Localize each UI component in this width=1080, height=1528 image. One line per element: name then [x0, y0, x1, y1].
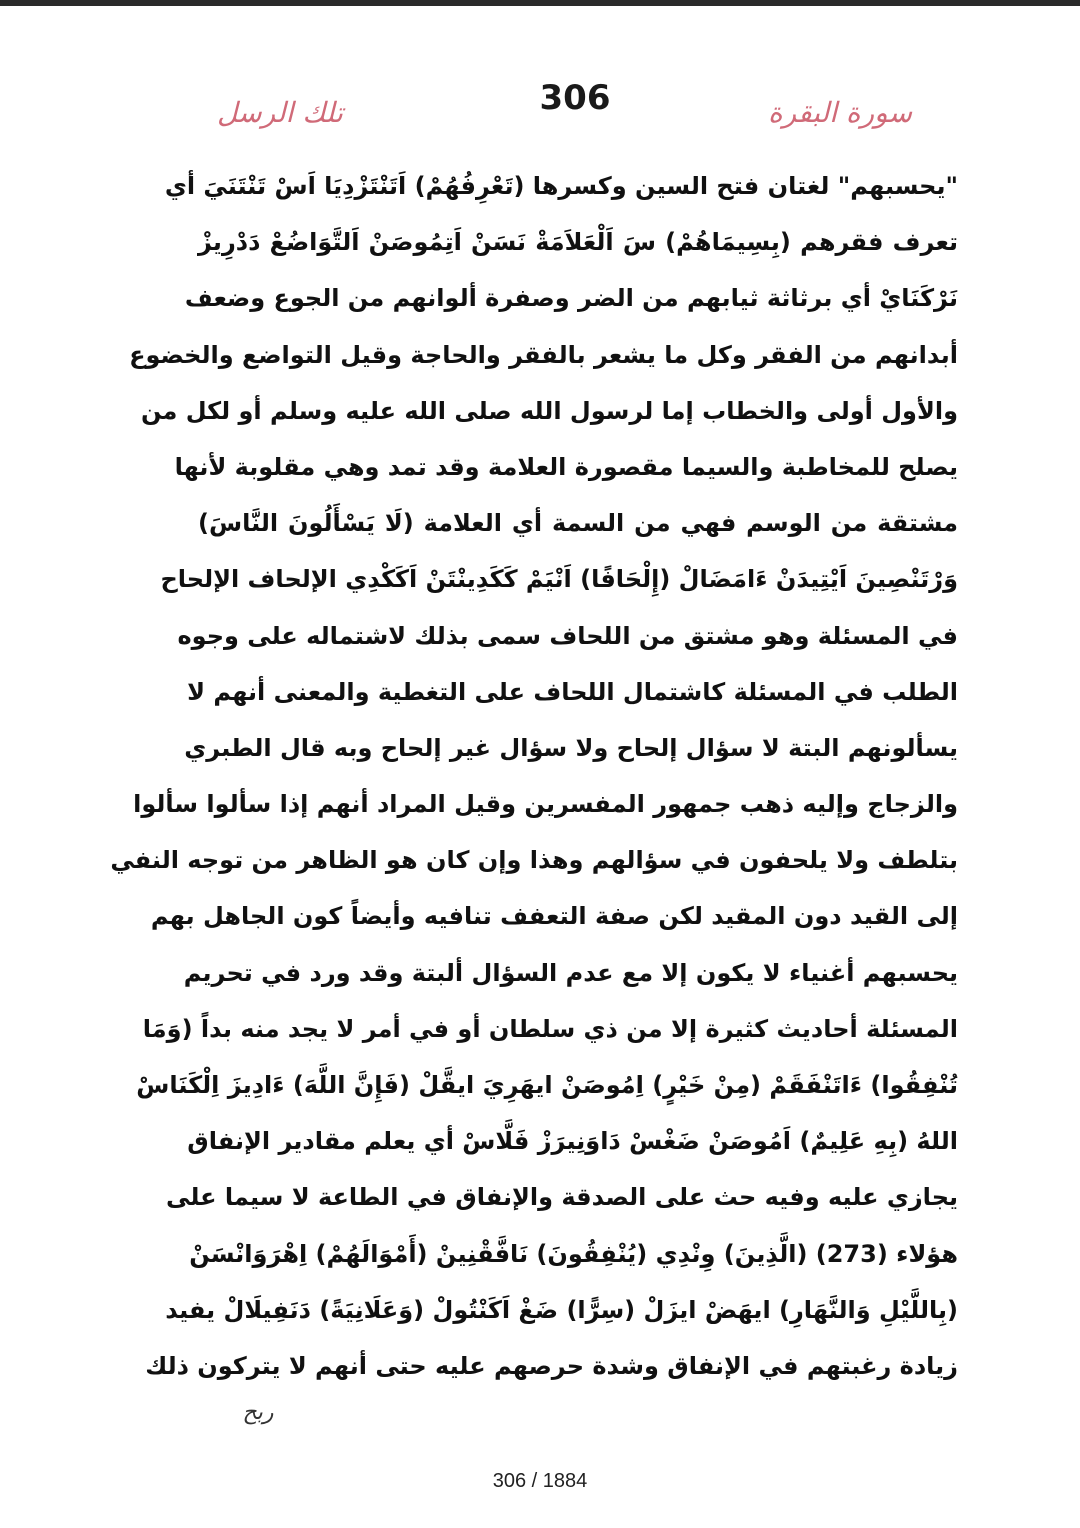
text-line: "يحسبهم" لغتان فتح السين وكسرها (تَعْرِفُهُمْ) اَتَنْتَزْدِيَا اَسْ تَنْتَنَيَ أي [164, 172, 958, 200]
page-number: 306 [539, 78, 611, 118]
surah-name-header: سورة البقرة [767, 96, 913, 129]
page-counter: 306 / 1884 [492, 1470, 588, 1492]
text-line: تعرف فقرهم (بِسِيمَاهُمْ) سَ اَلْعَلاَمَةْ نَسَنْ اَتِمُوصَنْ اَلتَّوَاضُعْ دَدْرِيزْ [198, 228, 958, 257]
body-text [110, 158, 958, 1394]
text-line: والزجاج وإليه ذهب جمهور المفسرين وقيل المراد أنهم إذا سألوا سألوا [133, 790, 958, 819]
text-line: نَرْكَنَايْ أي برثاثة ثيابهم من الضر وصفرة ألوانهم من الجوع وضعف [184, 284, 958, 313]
text-line: المسئلة أحاديث كثيرة إلا من ذي سلطان أو في أمر لا يجد منه بداً (وَمَا [142, 1014, 958, 1043]
text-line: هؤلاء (273) (الَّذِينَ) وِنْدِي (يُنْفِقُونَ) نَافَّقْنِينْ (أَمْوَالَهُمْ) اِهْرَوَانْسَنْ [189, 1239, 958, 1268]
text-line: (بِاللَّيْلِ وَالنَّهَارِ) ايهَضْ ايزَلْ (سِرًّا) ضَغْ اَكَنْتُولْ (وَعَلَانِيَةً) دَنَفِيلَالْ يفيد [165, 1295, 958, 1324]
text-line: وَرْتَنْصِينَ اَيْتِيدَنْ ءَامَضَالْ (إِلْحَافًا) اَنْيَمْ كَكَدِينْتَنْ اَكَكْدِي الإلحاف الإلحاح [160, 565, 958, 594]
text-line: يحسبهم أغنياء لا يكون إلا مع عدم السؤال ألبتة وقد ورد في تحريم [183, 958, 958, 987]
text-line: زيادة رغبتهم في الإنفاق وشدة حرصهم عليه حتى أنهم لا يتركون ذلك [145, 1351, 958, 1380]
text-line: والأول أولى والخطاب إما لرسول الله صلى الله عليه وسلم أو لكل من [140, 396, 958, 425]
juz-name-header: تلك الرسل [217, 96, 343, 129]
text-line: الطلب في المسئلة كاشتمال اللحاف على التغطية والمعنى أنهم لا [187, 677, 958, 706]
text-line: اللهُ (بِهِ عَلِيمٌ) اَمُوصَنْ ضَغْسْ دَاوَنِيرَزْ فَلَّاسْ أي يعلم مقادير الإنفاق [187, 1127, 958, 1156]
text-line: أبدانهم من الفقر وكل ما يشعر بالفقر والحاجة وقيل التواضع والخضوع [129, 340, 958, 369]
text-line: يصلح للمخاطبة والسيما مقصورة العلامة وقد تمد وهي مقلوبة لأنها [174, 452, 958, 481]
text-line: يسألونهم البتة لا سؤال إلحاح ولا سؤال غير إلحاح وبه قال الطبري [184, 733, 958, 762]
text-line: بتلطف ولا يلحفون في سؤالهم وهذا وإن كان هو الظاهر من توجه النفي [110, 846, 958, 875]
text-line: تُنْفِقُوا) ءَاتَنْفَقَمْ (مِنْ خَيْرٍ) اِمُوصَنْ ايهَرِيَ ايقَّلْ (فَإِنَّ اللَّهَ) ءَادِيزَ اِلْكَنَاسْ [136, 1071, 958, 1099]
text-line: في المسئلة وهو مشتق من اللحاف سمى بذلك لاشتماله على وجوه [177, 621, 958, 650]
text-line: إلى القيد دون المقيد لكن صفة التعفف تنافيه وأيضاً كون الجاهل بهم [150, 902, 958, 931]
text-line: يجازي عليه وفيه حث على الصدقة والإنفاق في الطاعة لا سيما على [166, 1183, 958, 1212]
handwritten-signature: ربح [242, 1400, 274, 1425]
text-line: مشتقة من الوسم فهي من السمة أي العلامة (لَا يَسْأَلُونَ النَّاسَ) [198, 509, 958, 538]
